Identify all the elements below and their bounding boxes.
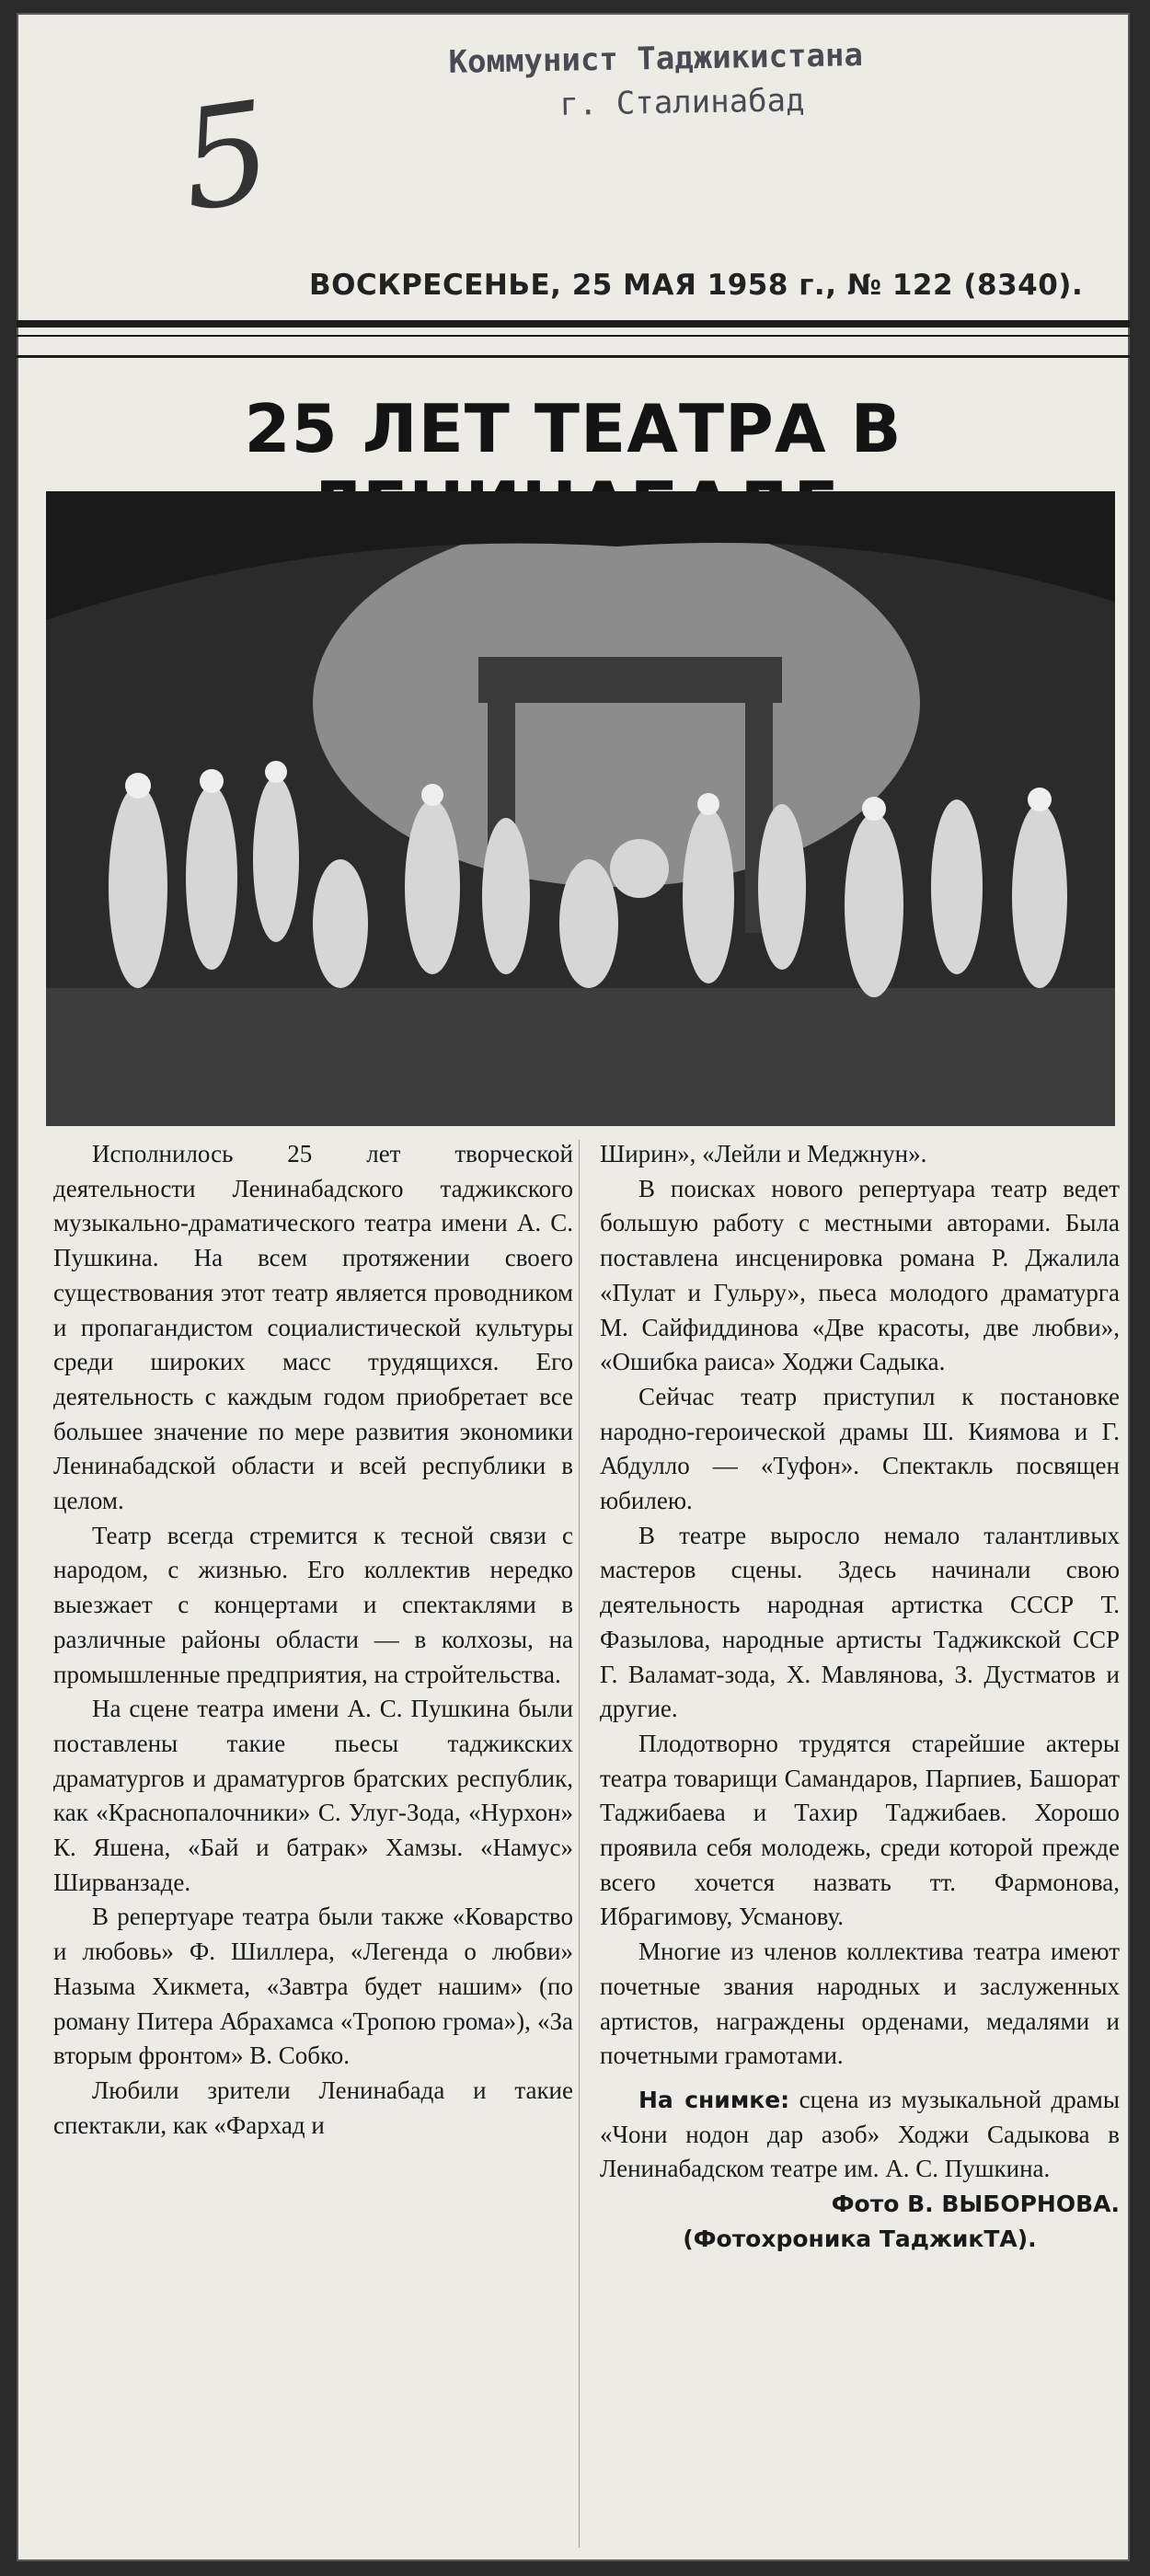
article-headline: 25 ЛЕТ ТЕАТРА В	[244, 390, 903, 467]
photo-credit: Фото В. ВЫБОРНОВА.	[831, 2191, 1120, 2218]
newspaper-clipping	[17, 13, 1130, 2561]
paragraph: Любили зрители Ленинабада и такие спектакли, как «Фархад и	[53, 2076, 573, 2139]
paragraph: Театр всегда стремится к тесной связи с народом, с жизнью. Его коллектив нередко выезжает с концертами и спектаклями в различные районы области — в колхозы, на промышленные предприятия, на стройтельства.	[53, 1521, 573, 1688]
paragraph-continuation: Ширин», «Лейли и Меджнун».	[600, 1140, 927, 1167]
article-column-left	[53, 1137, 573, 2143]
photo-agency: (Фотохроника ТаджикТА).	[683, 2225, 1037, 2252]
paragraph: В репертуаре театра были также «Коварство и любовь» Ф. Шиллера, «Легенда о любви» Назыма Хикмета, «Завтра будет нашим» (по роману Питера Абрахамса «Тропою грома»), «За вторым фронтом» В. Собко.	[53, 1903, 573, 2070]
stamp-line-1: Коммунист Таджикистана	[448, 37, 864, 81]
newspaper-stamp	[448, 33, 864, 129]
theatre-scene-photo	[46, 491, 1115, 1126]
stamp-line-2: г. Сталинабад	[559, 82, 805, 123]
paragraph: На сцене театра имени А. С. Пушкина были поставлены такие пьесы таджикских драматургов и драматургов братских республик, как «Краснопалочники» С. Улуг-Зода, «Нурхон» К. Яшена, «Бай и батрак» Хамзы. «Намус» Ширванзаде.	[53, 1695, 573, 1896]
paragraph: Исполнилось 25 лет творческой деятельности Ленинабадского таджикского музыкально-драматического театра имени А. С. Пушкина. На всем протяжении своего существования этот театр является проводником и пропагандистом социалистической культуры среди широких масс трудящихся. Его деятельность с каждым годом приобретает все большее значение по мере развития экономики Ленинабадской области и всей республики в целом.	[53, 1140, 573, 1515]
photo-caption	[600, 2083, 1120, 2187]
article-column-right	[600, 1137, 1120, 2257]
handwritten-page-number: 5	[171, 72, 282, 243]
article-body	[53, 1137, 1120, 2554]
photo-illustration	[46, 491, 1115, 1126]
caption-text: сцена из музыкальной драмы «Чони нодон дар азоб» Ходжи Садыкова в Ленинабадском театре им. А. С. Пушкина.	[600, 2085, 1120, 2183]
paragraph: Многие из членов коллектива театра имеют почетные звания народных и заслуженных артистов, награждены орденами, медалями и почетными грамотами.	[600, 1938, 1120, 2070]
paragraph: Сейчас театр приступил к постановке народно-героической драмы Ш. Киямова и Г. Абдулло — «Туфон». Спектакль посвящен юбилею.	[600, 1382, 1120, 1515]
masthead-rule-bottom	[17, 355, 1130, 358]
caption-label: На снимке:	[638, 2086, 790, 2113]
paragraph: Плодотворно трудятся старейшие актеры театра товарищи Самандаров, Парпиев, Башорат Таджибаева и Тахир Таджибаев. Хорошо проявила себя молодежь, среди которой прежде всего хочется назвать тт. Фармонова, Ибрагимову, Усманову.	[600, 1729, 1120, 1931]
issue-dateline: ВОСКРЕСЕНЬЕ, 25 МАЯ 1958 г., № 122 (8340).	[309, 269, 1084, 302]
masthead-rule-thick	[17, 320, 1130, 328]
paragraph: В поисках нового репертуара театр ведет большую работу с местными авторами. Была поставлена инсценировка романа Р. Джалила «Пулат и Гульру», пьеса молодого драматурга М. Сайфиддинова «Две красоты, две любви», «Ошибка раиса» Ходжи Садыка.	[600, 1174, 1120, 1376]
masthead-rule-thin	[17, 335, 1130, 337]
paragraph: В театре выросло немало талантливых мастеров сцены. Здесь начинали свою деятельность народная артистка СССР Т. Фазылова, народные артисты Таджикской ССР Г. Валамат-зода, Х. Мавлянова, З. Дустматов и другие.	[600, 1521, 1120, 1723]
